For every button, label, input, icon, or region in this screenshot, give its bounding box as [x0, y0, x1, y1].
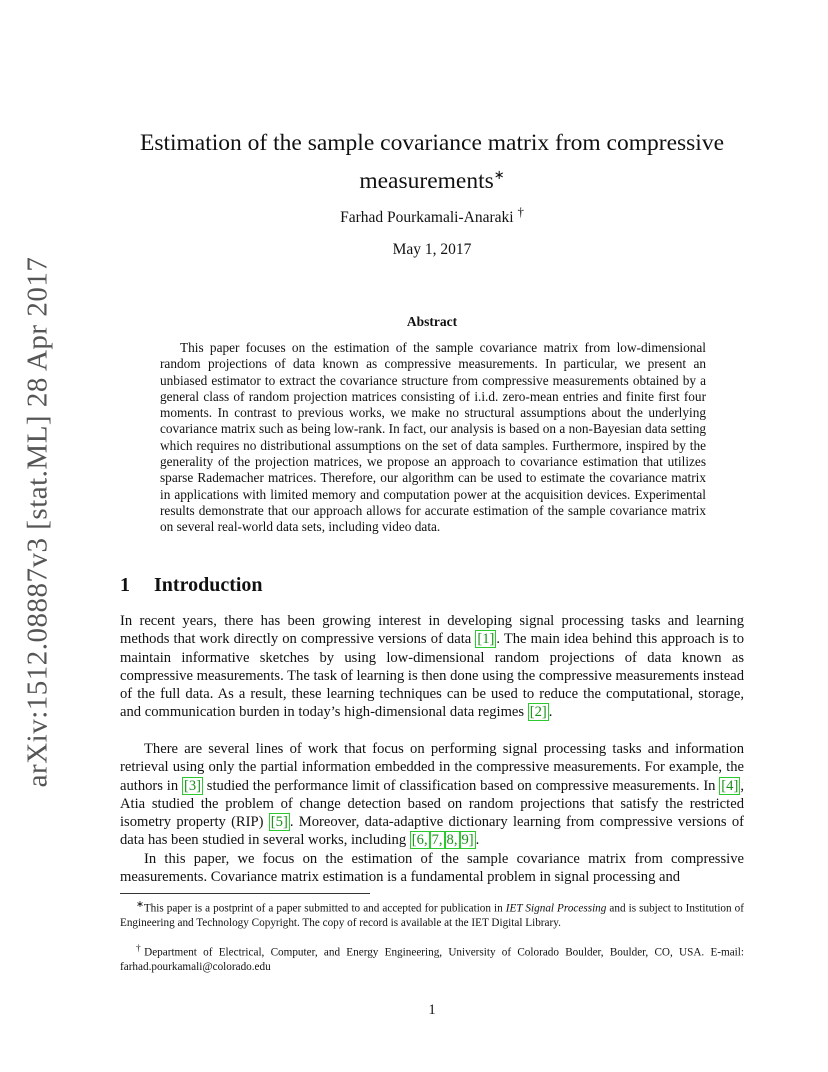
author-name: Farhad Pourkamali-Anaraki [340, 209, 514, 227]
footnote-mark: ∗ [136, 900, 144, 910]
paragraph-2 [120, 740, 744, 850]
footnote-text: and is subject to Institution of Engineering and Technology Copyright. The copy of record is available at the IET Digital Library. [120, 902, 744, 929]
paragraph-text: . [548, 704, 553, 721]
citation-link[interactable]: [5] [270, 814, 288, 831]
arxiv-identifier: arXiv:1512.08887v3 [stat.ML] 28 Apr 2017 [21, 256, 54, 788]
footnote-1 [120, 898, 744, 930]
page-number: 1 [428, 1002, 436, 1018]
paragraph-text: studied the performance limit of classification based on compressive measurements. In [202, 777, 720, 794]
paragraph-1 [120, 612, 744, 722]
citation-link[interactable]: 7, [431, 832, 443, 849]
section-title: Introduction [154, 574, 263, 596]
paper-date: May 1, 2017 [392, 241, 472, 258]
citation-link[interactable]: [6, [411, 832, 428, 849]
title-footnote-mark: ∗ [493, 167, 505, 182]
author-line [120, 204, 744, 227]
footnote-text: This paper is a postprint of a paper submitted to and accepted for publication in [143, 902, 506, 915]
paragraph-text: , Atia studied the problem of change detection based on random projections that satisfy the restricted isometry property (RIP) [120, 777, 744, 831]
abstract-text: This paper focuses on the estimation of the sample covariance matrix from low-dimensional random projections of data known as compressive measurements. In particular, we present an unbiased estimator to extract the covariance structure from compressive measurements obtained by a general class of random projection matrices consisting of i.i.d. zero-mean entries and finite first four moments. In contrast to previous works, we make no structural assumptions about the underlying covariance matrix such as being low-rank. In fact, our analysis is based on a non-Bayesian data setting which requires no distributional assumptions on the set of data samples. Furthermore, inspired by the generality of the projection matrices, we propose an approach to covariance estimation that utilizes sparse Rademacher matrices. Therefore, our algorithm can be used to estimate the covariance matrix in applications with limited memory and computation power at the acquisition devices. Experimental results demonstrate that our approach allows for accurate estimation of the sample covariance matrix on several real-world data sets, including video data. [160, 340, 706, 535]
citation-link[interactable]: [3] [183, 777, 201, 794]
citation-link[interactable]: [4] [721, 777, 739, 794]
footnote-divider [120, 893, 370, 894]
paragraph-3: In this paper, we focus on the estimation of the sample covariance matrix from compressive measurements. Covariance matrix estimation is a fundamental problem in signal processing and [120, 851, 744, 886]
citation-link[interactable]: 9] [461, 832, 474, 849]
footnote-mark: † [136, 944, 145, 954]
citation-link[interactable]: 8, [446, 832, 458, 849]
section-heading [120, 574, 263, 597]
citation-link[interactable]: [2] [529, 704, 547, 721]
journal-name: IET Signal Processing [505, 902, 607, 915]
author-footnote-mark: † [517, 204, 524, 219]
paragraph-text: . The main idea behind this approach is to maintain informative sketches by using low-dimensional random projections of data known as compressive measurements. The task of learning is then done using the compressive measurements instead of the full data. As a result, these learning techniques can be used to reduce the computational, storage, and communication burden in today’s high-dimensional data regimes [120, 631, 744, 721]
paper-title [120, 128, 744, 197]
paragraph-text: In recent years, there has been growing interest in developing signal processing tasks and learning methods that work directly on compressive versions of data [120, 613, 744, 648]
footnote-2 [120, 942, 744, 974]
title-line-2: measurements [359, 167, 494, 194]
footnote-text: Department of Electrical, Computer, and Energy Engineering, University of Colorado Boulder, Boulder, CO, USA. E-mail: farhad.pourkamali@colorado.edu [120, 946, 744, 973]
paragraph-text: . [475, 832, 480, 849]
section-number: 1 [120, 574, 130, 596]
paragraph-text: There are several lines of work that focus on performing signal processing tasks and information retrieval using only the partial information embedded in the compressive measurements. For example, the authors in [120, 741, 744, 794]
paragraph-text: . Moreover, data-adaptive dictionary learning from compressive versions of data has been studied in several works, including [120, 814, 744, 849]
citation-link[interactable]: [1] [477, 631, 495, 648]
title-line-1: Estimation of the sample covariance matrix from compressive [139, 130, 725, 156]
abstract-heading: Abstract [406, 314, 458, 329]
